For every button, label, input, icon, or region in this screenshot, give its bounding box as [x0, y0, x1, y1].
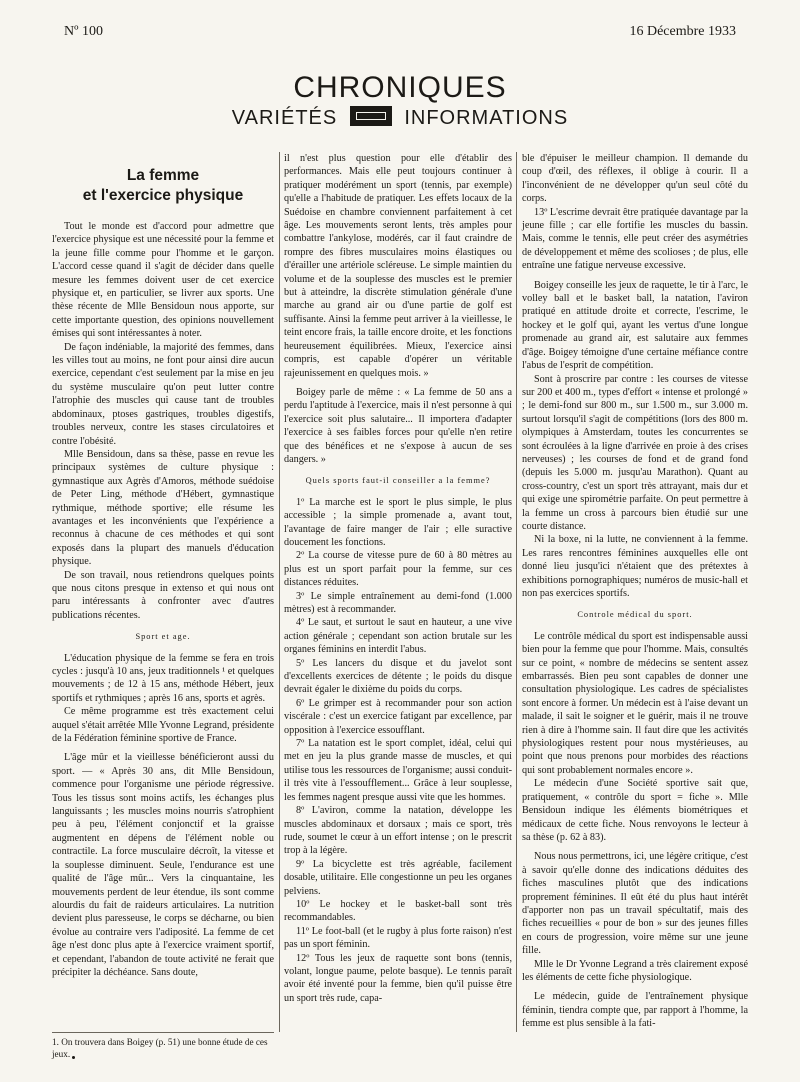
list-item: 6º Le grimper est à recommander pour son action viscérale : c'est un exercice fatigant par excellence, par opposition à l'exercice essoufflant.	[284, 697, 512, 736]
column-divider	[279, 152, 280, 1032]
page-header	[64, 24, 736, 44]
list-item: 4º Le saut, et surtout le saut en hauteur, a une vive action générale ; cependant son action brutale sur les organes féminins en interdit l'abus.	[284, 617, 512, 656]
list-item: 7º La natation est le sport complet, idéal, celui qui met en jeu la plus grande masse de muscles, et qui utilise tous les ressources de l'organisme; aussi conduit-il très vite à l'essoufflement... Grâce à leur souplesse, les femmes nagent presque aussi vite que les hommes.	[284, 738, 512, 803]
column-1	[52, 152, 274, 979]
section-heading: Controle médical du sport.	[577, 610, 693, 620]
list-item: 13º L'escrime devrait être pratiquée davantage par la jeune fille ; car elle fortifie les muscles du bassin. Mais, comme le tennis, elle peut créer des asymétries de développement et même des scolioses ; de plus, elle entraîne une fatigue nerveuse excessive.	[522, 206, 749, 272]
footnote: 1. On trouvera dans Boigey (p. 51) une bonne étude de ces jeux.	[52, 1032, 274, 1060]
paragraph: Tout le monde est d'accord pour admettre que l'exercice physique est une nécessité pour la femme et la jeune fille comme pour l'homme et le garçon. L'accord cesse quand il s'agit de décider dans quelle mesure les femmes doivent user de cet exercice physique et, en particulier, se livrer aux sports. Une thèse récente de Mlle Bensidoun nous apporte, sur cette importante question, des opinions nouvellement émises qui sont intéressantes à noter.	[52, 221, 274, 340]
list-item: 8º L'aviron, comme la natation, développe les muscles abdominaux et dorsaux ; mais ce sport, très rude, soumet le cœur à un effort intense ; on le prescrit trop à la légère.	[284, 805, 512, 857]
paragraph: Le médecin d'une Société sportive sait que, pratiquement, « contrôle du sport = fiche ». Mlle Bensidoun indique les éléments biométriques et médicaux de cette fiche. Nous renvoyons le lecteur à sa thèse (p. 62 à 83).	[522, 778, 748, 843]
paragraph: Ce même programme est très exactement celui auquel s'était arrêtée Mlle Yvonne Legrand, présidente de la Fédération féminine sportive de France.	[52, 706, 274, 745]
section-heading: Quels sports faut-il conseiller a la femme?	[305, 476, 491, 486]
paragraph: Boigey conseille les jeux de raquette, le tir à l'arc, le volley ball et le basket ball, la natation, l'aviron pratiqué en attitude droite et correcte, l'escrime, le hockey et le golf qui, ayant les vertus d'une longue promenade au grand air, est salutaire aux femmes d'âge. Boigey témoigne d'une certaine méfiance contre l'abus de l'esprit de compétition.	[522, 279, 748, 372]
article-title: La femme et l'exercice physique	[82, 167, 244, 204]
paragraph: De façon indéniable, la majorité des femmes, dans les villes tout au moins, ne font pour ainsi dire aucun exercice, cependant c'est seulement par la mise en jeu du système musculaire qu'on peut lutter contre l'atrophie des muscles qui cause tant de troubles abdominaux, ptoses gastriques, troubles digestifs, troubles nerveux, contre les stases circulatoires et contre l'obésité.	[52, 341, 274, 447]
column-divider	[516, 152, 517, 1032]
list-item: 1º La marche est le sport le plus simple, le plus accessible ; la simple promenade a, avant tout, l'avantage de faire manger de l'air ; elle suractive doucement les fonctions.	[284, 496, 512, 548]
masthead-title: CHRONIQUES	[293, 71, 507, 104]
page-mark	[72, 1056, 75, 1059]
issue-number: Nº 100	[64, 24, 103, 39]
list-item: 5º Les lancers du disque et du javelot sont d'excellents exercices de détente ; le poids du disque devrait égaler le dixième du poids du corps.	[284, 657, 512, 696]
masthead-varietes: VARIÉTÉS	[231, 107, 338, 129]
paragraph: Boigey parle de même : « La femme de 50 ans a perdu l'aptitude à l'exercice, mais il n'est personne à qui l'exercice soit plus salutaire... Il importera d'adapter l'exercice à ses faibles forces pour qu'elle n'en retire que des bénéfices et ne s'expose à aucun de ses dangers. »	[284, 386, 512, 465]
paragraph: ble d'épuiser le meilleur champion. Il demande du coup d'œil, des réflexes, il oblige à courir. Il a l'inconvénient de ne développer qu'un seul côté du corps.	[522, 153, 748, 205]
paragraph: Sont à proscrire par contre : les courses de vitesse sur 200 et 400 m., types d'effort « intense et prolongé » ; le demi-fond sur 800 m., sur 1.500 m., sur 3.000 m. surtout lorsqu'il s'agit de compétitions (lors des 800 m. olympiques à Amsterdam, toutes les concurrentes se sont écroulées à la ligne d'arrivée en proie à des crises nerveuses) ; les courses de fond et de grand fond (depuis les 5.000 m. jusqu'au Marathon). Quant au cross-country, c'est un sport très attrayant, mais dur et qui exige une spirométrie parfaite. On peut permettre à la femme un cross à parcours bien étudié sur une courte distance.	[522, 373, 748, 532]
list-item: 2º La course de vitesse pure de 60 à 80 mètres au plus est un sport parfait pour la femme, sur ces distances réduites.	[284, 550, 512, 589]
paragraph: Mlle le Dr Yvonne Legrand a très clairement exposé les éléments de cette fiche physiologique.	[522, 958, 748, 983]
column-3	[522, 152, 748, 1031]
paragraph: Le médecin, guide de l'entraînement physique féminin, tiendra compte que, par rapport à l'homme, la femme est plus sensible à la fati-	[522, 991, 748, 1030]
list-item: 3º Le simple entraînement au demi-fond (1.000 mètres) est à recommander.	[284, 590, 512, 615]
masthead	[0, 72, 800, 130]
paragraph: L'éducation physique de la femme se fera en trois cycles : jusqu'à 10 ans, jeux traditionnels ¹ et quelques mouvements ; de 12 à 15 ans, méthode Hébert, jeux sportifs et rythmiques ; après 16 ans, sports et agrès.	[52, 652, 274, 704]
paragraph: Nous nous permettrons, ici, une légère critique, c'est à savoir qu'elle donne des indications déduites des fiches masculines plutôt que des indications proprement féminines. Il eût été du plus haut intérêt d'apporter non pas un travail spécultatif, mais des fiches recueillies « pour de bon » sur des jeunes filles en cours de progression, voire même sur une jeune fille.	[522, 851, 748, 957]
list-item: 10º Le hockey et le basket-ball sont très recommandables.	[284, 898, 512, 924]
ornament-emblem-icon	[350, 106, 392, 126]
paragraph: Le contrôle médical du sport est indispensable aussi bien pour la femme que pour l'homme. Mais, consultés sur ce point, « nombre de médecins se sentent assez embarrassés. Bien peu sont capables de donner une consultation physiologique. Les cadres de spécialistes sont encore à former. Un médecin est à l'aise devant un malade, il sait le soigner et le guérir, mais il ne trouve rien à dire à l'homme sain. Il faut dire que les activités physiologiques restent pour nous mystérieuses, au point que nous prenons pour morbides des réactions qui sont probablement normales encore ».	[522, 630, 748, 776]
list-item: 12º Tous les jeux de raquette sont bons (tennis, volant, longue paume, pelote basque). Le tennis paraît avoir été inventé pour la femme, bien qu'il puisse être un sport très rude, capa-	[284, 952, 512, 1004]
masthead-informations: INFORMATIONS	[404, 107, 569, 129]
paragraph: L'âge mûr et la vieillesse bénéficieront aussi du sport. — « Après 30 ans, dit Mlle Bensidoun, commence pour l'organisme une période régressive. Tous les tissus sont moins actifs, les échanges plus languissants ; les muscles moins nourris s'atrophient peu à peu, l'élément conjonctif et la graisse augmentent en dépens de l'élément noble ou contractile. La force musculaire décroît, la vitesse et la souplesse diminuent. Seule, l'endurance est une qualité de l'âge mûr... Vers la cinquantaine, les mouvements perdent de leur étendue, ils sont comme alourdis du fait de raideurs articulaires. La nutrition devient plus paresseuse, le corps se décharne, ou bien évolue au contraire vers l'adiposité. La femme de cet âge n'est donc plus apte à l'exercice vraiment sportif, et cependant, l'abandon de toute activité ne ferait que précipiter la déchéance. Sans doute,	[52, 752, 274, 978]
paragraph: Mlle Bensidoun, dans sa thèse, passe en revue les principaux systèmes de culture physique : gymnastique aux Agrès d'Amoros, méthode suédoise de Peter Ling, méthode d'Hébert, gymnastique rythmique, méthode sportive; elle résume les avantages et les inconvénients que l'expérience a reconnus à chacune de ces méthodes et qui sont exposés dans la plupart des manuels d'éducation physique.	[52, 448, 274, 568]
paragraph: il n'est plus question pour elle d'établir des performances. Mais elle peut toujours continuer à pratiquer modérément un sport (tennis, par exemple) qu'elle a l'habitude de pratiquer. Les effets locaux de la Suédoise en chambre conviennent parfaitement à cet âge. Les mouvements seront lents, très amples pour combattre l'ankylose, modérés, car il faut craindre de rompre des fibres musculaires moins élastiques ou d'érailler une artériole scléreuse. Le simple maintien du volume et de la souplesse des muscles est le premier but à atteindre, la discrète stimulation générale d'une marche au grand air ou d'une partie de golf est suffisante. Ainsi la femme peut arriver à la vieillesse, le teint encore frais, la taille encore droite, et les fonctions heureusement équilibrées. Mieux, l'exercice ainsi compris, est capable d'opérer un véritable rajeunissement en quelques mois. »	[284, 153, 512, 379]
paragraph: Ni la boxe, ni la lutte, ne conviennent à la femme. Les rares rencontres féminines auxquelles elle ont donné lieu jusqu'ici n'étaient que des prétextes à exhibitions pornographiques; numéros de music-hall et non pas exercices sportifs.	[522, 534, 748, 599]
list-item: 11º Le foot-ball (et le rugby à plus forte raison) n'est pas un sport féminin.	[284, 925, 512, 951]
masthead-subtitle	[0, 106, 800, 130]
paragraph: De son travail, nous retiendrons quelques points que nous citons presque in extenso et qui nous ont paru intéressants à confronter avec d'autres publications récentes.	[52, 569, 274, 621]
list-item: 9º La bicyclette est très agréable, facilement dosable, utilitaire. Elle congestionne un peu les organes pelviens.	[284, 858, 512, 897]
issue-date: 16 Décembre 1933	[629, 24, 736, 39]
section-heading: Sport et age.	[135, 632, 191, 642]
column-2	[284, 152, 512, 1005]
